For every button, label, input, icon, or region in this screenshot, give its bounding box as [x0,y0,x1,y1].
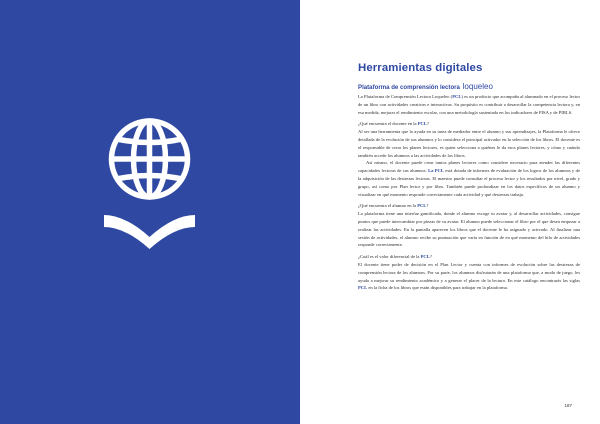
subtitle-text: Plataforma de comprensión lectora [358,84,460,91]
intro-text-end: ) es un producto que acompaña al alumnado en el proceso lector de un libro con actividades creativas e interactivas. Su propósito es contribuir a desarrollar la competencia lectora y, en esa medida, mejorar el rendimiento escolar, con una metodología sustentada en los indicadores de PISA y de PIRLS. [358,94,580,115]
question-mark: ? [426,121,429,127]
question-heading-alumno [358,202,580,210]
section-subtitle [358,82,580,91]
intro-text-start: La Plataforma de Comprensión Lectora Loqueleo ( [358,94,453,99]
right-page [300,0,600,424]
valor-text-end: en la ficha de los libros que están disponibles para trabajar en la plataforma. [367,285,508,291]
article [358,62,580,292]
pcl-acronym: PCL [358,285,368,291]
pcl-acronym: PCL [417,203,427,209]
docente-paragraph-1: Al ser una herramienta que lo ayuda en su tarea de mediador entre el alumno y sus aprendizajes, la Plataforma le ofrece detallada de la evolución de sus alumnos y lo considera el principal activador en la selección de los libros. El docente es el responsable de crear los planes lectores, es quien selecciona a quiénes le da esos planes lectores, y cómo y cuándo también accede los alumnos a las actividades de los libros. [358,129,580,158]
valor-text-start: El docente tiene poder de decisión en el Plan Lector y cuenta con informes de evolución sobre las destrezas de comprensión lectora de los alumnos. Por su parte, los alumnos disfrutarán de una plataforma que, a modo de juego, les ayuda a mejorar su rendimiento académico y a generar el placer de la lectura. En este catálogo encontrarás las siglas [358,261,580,283]
page-title: Herramientas digitales [358,62,483,74]
page-number: 187 [564,403,572,408]
question-text: ¿Qué encuentra el docente en la [358,121,418,127]
docente-text-end: está dotada de informes de evaluación de los logros de los alumnos y de la adquisición de las destrezas lectoras. El maestro puede consultar el proceso lector y los resultados por nivel, grado y grupo, así como por Plan lector y por libro. También puede profundizar en los datos específicos de un alumno y visualizar en qué momento responde correctamente cada actividad y qué destrezas trabaja. [358,168,580,197]
question-text: ¿Qué encuentra el alumno en la [358,203,418,209]
docente-text-start: Así mismo, el docente puede crear tantos planes lectores como considere necesario para atender las diferentes capacidades lectoras de sus alumnos. [358,160,580,174]
valor-paragraph [358,261,580,292]
docente-paragraph-2 [358,159,580,198]
intro-paragraph [358,93,580,116]
pcl-acronym: PCL [420,254,430,260]
globe-book-icon [97,115,202,250]
question-text: ¿Cuál es el valor diferencial de la [358,254,421,260]
alumno-paragraph: La plataforma tiene una interfaz gamificada, donde el alumno escoge tu avatar y, al desarrollar actividades, consigue puntos que puede intercambiar por piezas de su avatar. El alumno puede seleccionar el libro por el que desea empezar a realizar las actividades. En la pantalla aparecen los libros que el docente le ha asignado y activado. Al finalizar una sesión de actividades, el alumno recibe su puntuación que varía en función de en qué momento del hilo de actividades responde correctamente. [358,211,580,248]
question-mark: ? [429,254,432,260]
question-mark: ? [426,203,429,209]
pcl-acronym: PCL [452,94,462,99]
question-heading-valor [358,253,580,261]
pcl-acronym: La PCL [428,168,444,174]
question-heading-docente [358,120,580,128]
brand-logo: loqueleo [462,82,493,91]
pcl-acronym: PCL [417,121,427,127]
